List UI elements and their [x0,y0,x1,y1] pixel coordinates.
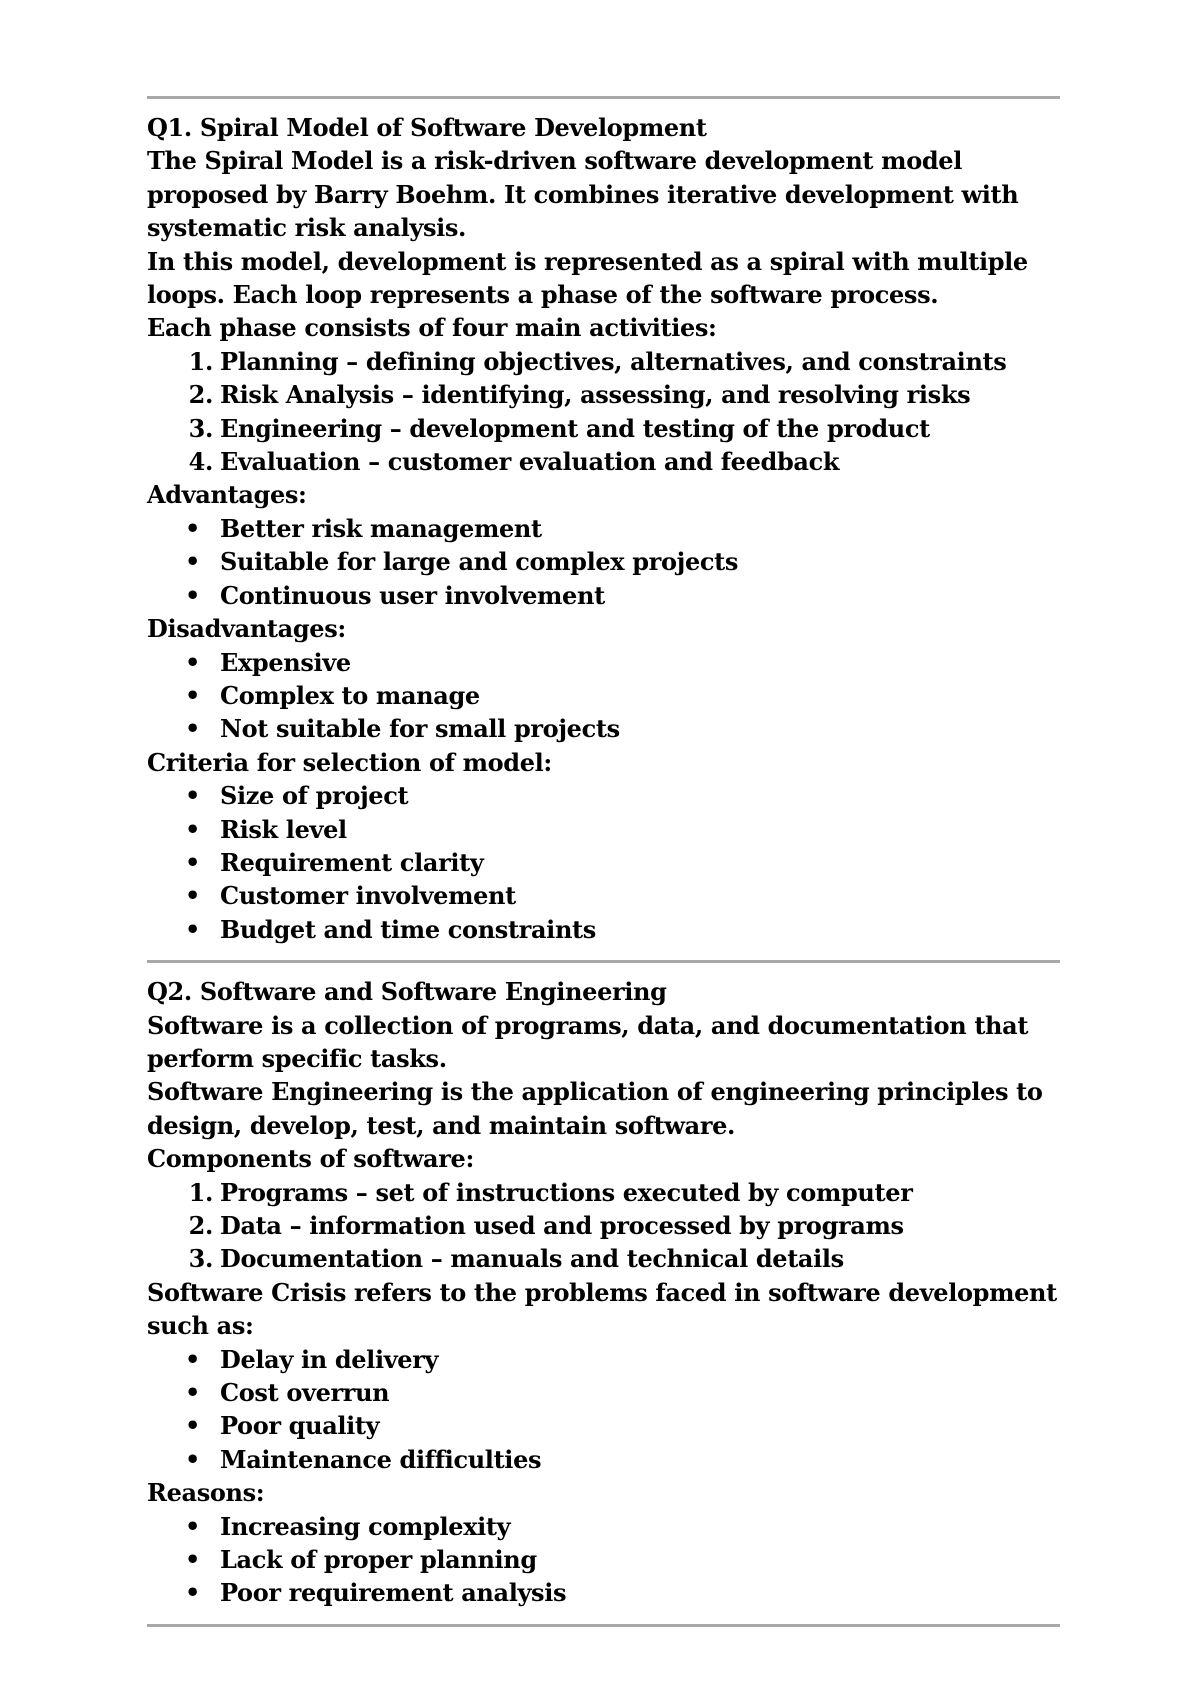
list-item [147,712,1060,745]
list-item [147,846,1060,879]
reasons-heading: Reasons: [147,1478,265,1508]
bullet-icon: • [185,1378,200,1408]
activity-text: Engineering – development and testing of the product [220,413,930,443]
list-item [147,1376,1060,1409]
reason-text: Increasing complexity [220,1511,511,1541]
bullet-icon: • [185,781,200,811]
list-item [147,1176,1060,1209]
activity-text: Risk Analysis – identifying, assessing, and resolving risks [220,380,971,410]
q2-definition-line: Software Engineering is the application of engineering principles to [147,1077,1043,1107]
list-item [147,1510,1060,1543]
crisis-text: Delay in delivery [220,1344,439,1374]
list-item [147,1576,1060,1609]
bullet-icon: • [185,1444,200,1474]
activity-text: Planning – defining objectives, alternatives, and constraints [220,346,1007,376]
crisis-text: Cost overrun [220,1378,390,1408]
component-text: Documentation – manuals and technical details [220,1244,844,1274]
components-heading: Components of software: [147,1144,474,1174]
bullet-icon: • [185,1411,200,1441]
list-item [147,1343,1060,1376]
list-item [147,879,1060,912]
bullet-icon: • [185,547,200,577]
list-item [147,545,1060,578]
criteria-text: Size of project [220,781,409,811]
list-item [147,813,1060,846]
list-item [147,646,1060,679]
list-item [147,679,1060,712]
bullet-icon: • [185,881,200,911]
list-item [147,579,1060,612]
crisis-line: Software Crisis refers to the problems faced in software development [147,1277,1057,1307]
criteria-heading: Criteria for selection of model: [147,747,552,777]
q1-intro-line: systematic risk analysis. [147,213,467,243]
list-item [147,412,1060,445]
criteria-text: Risk level [220,814,347,844]
reason-text: Poor requirement analysis [220,1578,567,1608]
disadvantages-heading: Disadvantages: [147,614,346,644]
list-number: 3. [188,413,213,443]
bullet-icon: • [185,714,200,744]
disadvantage-text: Complex to manage [220,680,480,710]
bullet-icon: • [185,1511,200,1541]
list-item [147,445,1060,478]
criteria-text: Customer involvement [220,881,516,911]
crisis-line: such as: [147,1311,254,1341]
criteria-text: Budget and time constraints [220,914,596,944]
bullet-icon: • [185,680,200,710]
document-page [147,96,1060,1627]
q2-definition-line: perform specific tasks. [147,1043,447,1073]
disadvantage-text: Not suitable for small projects [220,714,620,744]
q2-title: Q2. Software and Software Engineering [147,977,667,1007]
q1-intro-line: proposed by Barry Boehm. It combines iterative development with [147,179,1019,209]
crisis-text: Poor quality [220,1411,380,1441]
q1-intro2-line: loops. Each loop represents a phase of the software process. [147,280,939,310]
list-number: 1. [188,346,213,376]
section-q2 [147,963,1060,1624]
list-item [147,512,1060,545]
list-number: 4. [188,447,213,477]
list-item [147,1242,1060,1275]
component-text: Data – information used and processed by programs [220,1211,904,1240]
list-item [147,345,1060,378]
list-number: 2. [188,380,213,410]
bullet-icon: • [185,1545,200,1575]
bullet-icon: • [185,914,200,944]
q1-intro2-line: In this model, development is represented as a spiral with multiple [147,246,1028,276]
q1-activities-heading: Each phase consists of four main activities: [147,313,717,343]
bullet-icon: • [185,580,200,610]
bullet-icon: • [185,847,200,877]
q1-title: Q1. Spiral Model of Software Development [147,113,707,142]
list-item [147,779,1060,812]
advantage-text: Suitable for large and complex projects [220,547,739,577]
bullet-icon: • [185,647,200,677]
divider-bottom [147,1624,1060,1627]
component-text: Programs – set of instructions executed by computer [220,1177,913,1207]
bullet-icon: • [185,1344,200,1374]
list-item [147,1209,1060,1242]
q2-definition-line: Software is a collection of programs, data, and documentation that [147,1010,1029,1040]
list-item [147,1409,1060,1442]
list-number: 3. [188,1244,213,1274]
list-item [147,913,1060,946]
list-item [147,378,1060,411]
reason-text: Lack of proper planning [220,1545,537,1575]
disadvantage-text: Expensive [220,647,351,677]
q1-intro-line: The Spiral Model is a risk-driven software development model [147,146,962,176]
q2-definition-line: design, develop, test, and maintain software. [147,1110,736,1140]
section-q1 [147,99,1060,960]
list-item [147,1443,1060,1476]
list-number: 2. [188,1211,213,1240]
advantage-text: Better risk management [220,513,542,543]
criteria-text: Requirement clarity [220,847,484,877]
list-item [147,1543,1060,1576]
list-number: 1. [188,1177,213,1207]
activity-text: Evaluation – customer evaluation and feedback [220,447,840,477]
advantage-text: Continuous user involvement [220,580,605,610]
bullet-icon: • [185,814,200,844]
crisis-text: Maintenance difficulties [220,1444,542,1474]
bullet-icon: • [185,513,200,543]
bullet-icon: • [185,1578,200,1608]
advantages-heading: Advantages: [147,480,307,510]
